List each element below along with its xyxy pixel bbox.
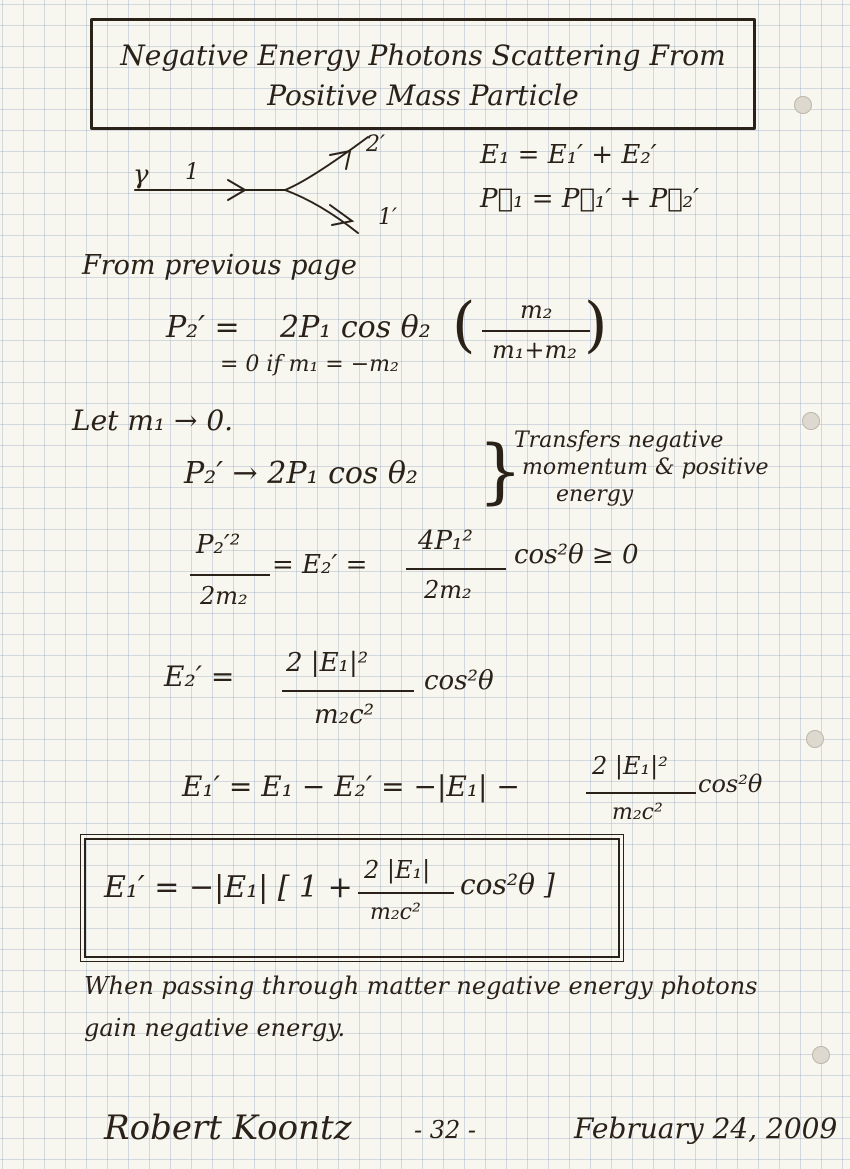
incoming-label: 1 bbox=[185, 160, 199, 185]
gamma-label: γ bbox=[133, 160, 149, 190]
energy-den1: 2m₂ bbox=[200, 582, 248, 610]
boxed-tail: cos²θ ] bbox=[460, 868, 555, 901]
e1-bar bbox=[586, 792, 696, 794]
note-line-1: Transfers negative bbox=[514, 428, 724, 453]
p2-paren-right: ) bbox=[584, 290, 608, 360]
energy-num1: P₂′² bbox=[196, 530, 241, 560]
p2-paren-left: ( bbox=[452, 290, 476, 360]
boxed-lhs: E₁′ = −|E₁| [ 1 + bbox=[104, 870, 353, 905]
title-line-1: Negative Energy Photons Scattering From bbox=[120, 39, 726, 72]
p2-line2: = 0 if m₁ = −m₂ bbox=[220, 352, 399, 377]
curly-brace: } bbox=[478, 430, 523, 512]
p2-lhs: P₂′ = bbox=[166, 310, 240, 345]
p2-frac-den: m₁+m₂ bbox=[492, 336, 577, 364]
e2-den: m₂c² bbox=[314, 700, 375, 730]
boxed-den: m₂c² bbox=[370, 900, 421, 925]
outgoing-label-top: 2′ bbox=[366, 132, 385, 157]
from-previous-page: From previous page bbox=[82, 250, 357, 281]
outgoing-arrow-top-icon bbox=[330, 151, 350, 169]
boxed-bar bbox=[358, 892, 454, 894]
e2-bar bbox=[282, 690, 414, 692]
energy-den2: 2m₂ bbox=[424, 576, 472, 604]
title-line-2: Positive Mass Particle bbox=[267, 79, 579, 112]
page-number: - 32 - bbox=[414, 1116, 477, 1144]
momentum-conservation: P⃗₁ = P⃗₁′ + P⃗₂′ bbox=[480, 184, 699, 214]
title-box bbox=[90, 18, 756, 130]
p2-rhs: 2P₁ cos θ₂ bbox=[280, 310, 431, 345]
e1-den: m₂c² bbox=[612, 800, 663, 825]
conclusion-line-2: gain negative energy. bbox=[84, 1014, 346, 1042]
binder-hole-top bbox=[794, 96, 812, 114]
let-line: Let m₁ → 0. bbox=[72, 404, 234, 437]
energy-conservation: E₁ = E₁′ + E₂′ bbox=[480, 140, 657, 170]
e1-num: 2 |E₁|² bbox=[592, 752, 668, 780]
author-signature: Robert Koontz bbox=[104, 1108, 352, 1148]
energy-mid: = E₂′ = bbox=[272, 550, 368, 580]
energy-num2: 4P₁² bbox=[418, 526, 473, 556]
e1-tail: cos²θ bbox=[698, 770, 763, 798]
energy-bar2 bbox=[406, 568, 506, 570]
conclusion-line-1: When passing through matter negative energy photons bbox=[84, 972, 758, 1000]
e2-num: 2 |E₁|² bbox=[286, 648, 369, 678]
outgoing-label-bottom: 1′ bbox=[378, 205, 397, 230]
binder-hole-middle bbox=[802, 412, 820, 430]
note-line-2: momentum & positive bbox=[522, 455, 769, 480]
limit-equation: P₂′ → 2P₁ cos θ₂ bbox=[184, 456, 418, 491]
binder-hole-bottom bbox=[812, 1046, 830, 1064]
p2-frac-num: m₂ bbox=[520, 296, 553, 324]
outgoing-line-top bbox=[285, 137, 368, 190]
page-date: February 24, 2009 bbox=[574, 1112, 838, 1145]
e2-lhs: E₂′ = bbox=[164, 660, 235, 693]
note-line-3: energy bbox=[556, 482, 634, 507]
e1-lhs: E₁′ = E₁ − E₂′ = −|E₁| − bbox=[182, 770, 520, 803]
e2-tail: cos²θ bbox=[424, 666, 494, 696]
outgoing-line-bottom bbox=[285, 190, 358, 233]
energy-tail: cos²θ ≥ 0 bbox=[514, 540, 639, 570]
binder-hole-lower bbox=[806, 730, 824, 748]
boxed-num: 2 |E₁| bbox=[364, 856, 431, 884]
p2-frac-bar bbox=[482, 330, 590, 332]
energy-bar1 bbox=[190, 574, 270, 576]
